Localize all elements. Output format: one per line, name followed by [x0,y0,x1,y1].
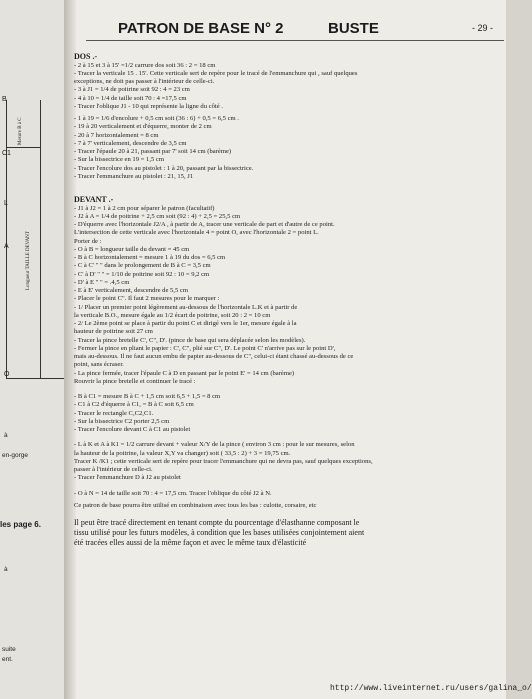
left-page-margin [0,0,64,699]
margin-label-b: B [2,96,7,103]
devant-line: la verticale B.O., mesure égale au 1/2 écart de poitrine, soit 20 : 2 = 10 cm [74,311,271,319]
page-header [100,20,500,42]
devant-line: - Tracer le rectangle C,C2,C1. [74,409,154,417]
devant-line: - B à C1 = mesure B à C + 1,5 cm soit 6,5 + 1,5 = 8 cm [74,393,221,400]
devant-line: la hauteur de la poitrine, la valeur X,Y va changer) soit ( 33,5 : 2) + 3 = 19,75 cm. [74,449,291,457]
dos-line: exceptions, ne doit pas passer à l'intérieur de celle-ci. [74,78,215,85]
main-text [74,52,502,548]
devant-line: Rouvrir la pince bretelle et continuer le tracé : [74,377,196,385]
devant-title: DEVANT .- [74,195,114,204]
conclusion-line: été tracées elles aussi de la même façon et avec le même taux d'élasticité [74,538,307,547]
page-title: PATRON DE BASE N° 2 [118,20,284,37]
devant-line: - D' à E " " = .4,5 cm [74,278,130,286]
devant-line: - O à N = 14 de taille soit 70 : 4 = 17,5 cm. Tracer l'oblique du côté J2 à N. [74,489,272,497]
dos-line: - Tracer la verticale 15 . 15'. Cette verticale sert de repère pour le tracé de l'emmanchure qui , sauf quelques [74,69,358,77]
devant-line: mais au-dessous. Il ne faut aucun embu de papier au-dessous de C", celui-ci étant chassé au-dessous de ce [74,353,354,360]
devant-line: - D'équerre avec l'horizontale J2/A , à partir de A, tracer une verticale de part et d'autre de ce point. [74,221,335,228]
left-diagram-neck-line [6,147,40,148]
devant-line: Tracer K /K1 ; cette verticale sert de repère pour tracer l'emmanchure qui ne devra pas, sauf quelques exceptions, [74,457,373,465]
dos-line: - 1 à 19 = 1/6 d'encolure + 0,5 cm soit (36 : 6) + 0,5 = 6,5 cm . [74,115,239,122]
devant-line: - Tracer l'emmanchure D à J2 au pistolet [74,474,181,482]
dos-line: - Sur la bissectrice en 19 = 1,5 cm [74,156,164,164]
devant-line: - Tracer la pince bretelle C', C", D'. (pince de base qui sera déplacée selon les modèles). [74,336,306,344]
devant-line: - O à B = longueur taille du devant = 45 cm [74,245,190,253]
devant-line: passer à l'intérieur de celle-ci. [74,466,153,473]
devant-line: - C1 à C2 d'équerre à C1, = B à C soit 6,5 cm [74,401,194,409]
devant-line: Ce patron de base pourra être utilisé en combinaison avec tous les bas : culotte, corsaire, etc [74,501,317,509]
margin-note-2: en-gorge [2,452,29,459]
dos-line: - 3 à J1 = 1/4 de poitrine soit 92 : 4 = 23 cm [74,86,190,94]
dos-line: - 4 à 10 = 1/4 de taille soit 70 : 4 =17,5 cm [74,94,187,102]
dos-line: - 20 à 7 horizontalement = 8 cm [74,131,159,139]
devant-line: - E à E' verticalement, descendre de 5,5 cm [74,287,188,294]
dos-line: - Tracer l'emmanchure au pistolet : 21, 15, J1 [74,172,194,180]
devant-line: - Tracer l'encolure devant C à C1 au pistolet [74,426,191,433]
left-diagram-vertical-line [40,100,41,378]
devant-line: L'intersection de cette verticale avec l'horizontale 4 = point O, avec l'horizontale 2 = point L. [74,229,319,237]
devant-line: point, sans écraser. [74,361,124,369]
margin-note-4: à [4,566,8,573]
margin-note-6: ent. [2,656,13,663]
devant-line: - J1 à J2 = 1 à 2 cm pour séparer le patron (facultatif) [74,204,215,212]
devant-line: hauteur de poitrine soit 27 cm [74,328,153,336]
devant-line: - C à C' " " dans le prolongement de B à C = 3,5 cm [74,262,211,270]
conclusion-paragraph [74,518,502,548]
devant-line: - La pince fermée, tracer l'épaule C à D en passant par le point E' = 14 cm (barème) [74,369,295,377]
left-diagram-waist-line [6,378,64,379]
margin-note-1: à [4,432,8,439]
margin-label-l: L [4,200,8,207]
margin-label-a: A [4,243,9,250]
devant-line: - 2/ Le 2ème point se place à partir du point C et dirigé vers le 1er, mesure égale à la [74,320,297,327]
section-title: BUSTE [328,20,379,37]
source-watermark: http://www.liveinternet.ru/users/galina_o/ [330,684,532,693]
margin-vertical-label-length: Longueur TAILLE DEVANT [26,231,31,290]
conclusion-line: Il peut être tracé directement en tenant compte du pourcentage d'élasthanne composant le [74,518,360,527]
dos-line: - 19 à 20 verticalement et d'équerre, monter de 2 cm [74,123,212,131]
devant-line: - J2 à A = 1/4 de poitrine + 2,5 cm soit (92 : 4) + 2,5 = 25,5 cm [74,212,241,220]
devant-line: - Placer le point C". Il faut 2 mesures pour le marquer : [74,295,220,303]
margin-vertical-label-bc: Mesure B à C [18,117,23,145]
devant-line: - C' à D' " " = 1/10 de poitrine soit 92 : 10 = 9,2 cm [74,270,210,278]
devant-line: Porter de : [74,237,102,245]
dos-line: - Tracer l'épaule 20 à 21, passant par 7' soit 14 cm (barème) [74,148,232,155]
page-number: - 29 - [472,23,494,33]
dos-line: - Tracer l'encolure dos au pistolet : 1 à 20, passant par la bissectrice. [74,164,254,172]
conclusion-line: tissu utilisé pour les futurs modèles, à condition que les bases utilisées conjointement aient [74,528,365,537]
devant-line: - 1/ Placer un premier point légèrement au-dessous de l'horizontale L.K et à partir de [74,303,298,311]
devant-line: - Fermer la pince en pliant le papier : C', C", plié sur C", D'. Le point C' n'arrive pas sur le point D', [74,344,336,352]
dos-title: DOS .- [74,52,98,61]
devant-line: - Sur la bissectrice C2 porter 2,5 cm [74,417,170,425]
margin-note-5: suite [2,646,16,653]
dos-line: - 2 à 15 et 3 à 15' =1/2 carrure dos soit 36 : 2 = 18 cm [74,61,216,69]
margin-note-3: les page 6. [0,520,41,529]
margin-label-o: O [4,371,10,378]
margin-label-c1: C1 [2,150,11,157]
dos-line: - Tracer l'oblique J1 - 10 qui représente la ligne du côté . [74,102,223,110]
dos-line: - 7 à 7' verticalement, descendre de 3,5 cm [74,139,187,147]
devant-line: - L à K et A à K1 = 1/2 carrure devant + valeur X/Y de la pince ( environ 3 cm : pour le sur mesures, selon [74,441,355,449]
header-rule [86,40,504,41]
devant-line: - B à C horizontalement = mesure 1 à 19 du dos = 6,5 cm [74,254,226,261]
